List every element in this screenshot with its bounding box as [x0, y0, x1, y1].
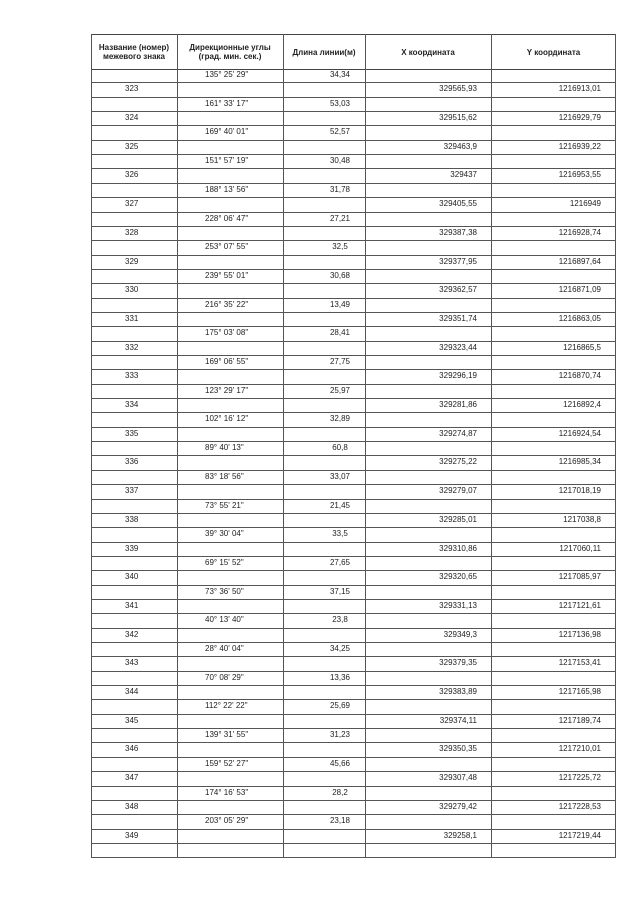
direction-angle: 70° 08' 29": [205, 672, 244, 682]
x-coordinate: 329405,55: [439, 199, 477, 209]
y-coordinate: 1216865,5: [563, 342, 601, 352]
row-divider: [91, 226, 616, 227]
y-coordinate: 1216939,22: [558, 141, 601, 151]
line-length: 28,41: [329, 328, 351, 338]
x-coordinate: 329437: [450, 170, 477, 180]
row-divider: [91, 240, 616, 241]
row-divider: [91, 326, 616, 327]
point-name: 336: [125, 457, 139, 467]
y-coordinate: 1216863,05: [558, 313, 601, 323]
point-name: 335: [125, 428, 139, 438]
point-name: 341: [125, 600, 139, 610]
column-divider: [283, 34, 284, 857]
row-divider: [91, 82, 616, 83]
row-divider: [91, 671, 616, 672]
x-coordinate: 329515,62: [439, 113, 477, 123]
row-divider: [91, 154, 616, 155]
row-divider: [91, 628, 616, 629]
y-coordinate: 1217189,74: [558, 715, 601, 725]
x-coordinate: 329351,74: [439, 313, 477, 323]
row-divider: [91, 527, 616, 528]
y-coordinate: 1216897,64: [558, 256, 601, 266]
row-divider: [91, 728, 616, 729]
point-name: 344: [125, 687, 139, 697]
row-divider: [91, 714, 616, 715]
point-name: 325: [125, 141, 139, 151]
direction-angle: 83° 18' 56": [205, 471, 244, 481]
line-length: 52,57: [329, 127, 351, 137]
row-divider: [91, 183, 616, 184]
point-name: 345: [125, 715, 139, 725]
header-length: Длина линии(м): [292, 47, 356, 57]
row-divider: [91, 829, 616, 830]
x-coordinate: 329285,01: [439, 514, 477, 524]
y-coordinate: 1217165,98: [558, 687, 601, 697]
y-coordinate: 1216871,09: [558, 285, 601, 295]
header-name: Название (номер) межевого знака: [98, 43, 170, 61]
line-length: 30,68: [329, 270, 351, 280]
row-divider: [91, 125, 616, 126]
point-name: 333: [125, 371, 139, 381]
row-divider: [91, 441, 616, 442]
row-divider: [91, 542, 616, 543]
direction-angle: 169° 40' 01": [205, 127, 249, 137]
point-name: 346: [125, 744, 139, 754]
row-divider: [91, 857, 616, 858]
direction-angle: 73° 55' 21": [205, 500, 244, 510]
y-coordinate: 1217153,41: [558, 658, 601, 668]
x-coordinate: 329323,44: [439, 342, 477, 352]
row-divider: [91, 412, 616, 413]
x-coordinate: 329296,19: [439, 371, 477, 381]
y-coordinate: 1216929,79: [558, 113, 601, 123]
row-divider: [91, 484, 616, 485]
row-divider: [91, 298, 616, 299]
direction-angle: 135° 25' 29": [205, 70, 249, 79]
row-divider: [91, 757, 616, 758]
y-coordinate: 1217038,8: [563, 514, 601, 524]
x-coordinate: 329279,07: [439, 486, 477, 496]
point-name: 334: [125, 400, 139, 410]
x-coordinate: 329310,86: [439, 543, 477, 553]
direction-angle: 161° 33' 17": [205, 98, 249, 108]
y-coordinate: 1217210,01: [558, 744, 601, 754]
line-length: 21,45: [329, 500, 351, 510]
row-divider: [91, 513, 616, 514]
y-coordinate: 1217136,98: [558, 629, 601, 639]
direction-angle: 89° 40' 13": [205, 443, 244, 453]
row-divider: [91, 814, 616, 815]
row-divider: [91, 570, 616, 571]
row-divider: [91, 369, 616, 370]
row-divider: [91, 642, 616, 643]
y-coordinate: 1216870,74: [558, 371, 601, 381]
point-name: 331: [125, 313, 139, 323]
row-divider: [91, 384, 616, 385]
row-divider: [91, 585, 616, 586]
point-name: 349: [125, 830, 139, 840]
x-coordinate: 329275,22: [439, 457, 477, 467]
y-coordinate: 1216949: [569, 199, 601, 209]
direction-angle: 203° 05' 29": [205, 816, 249, 826]
line-length: 53,03: [329, 98, 351, 108]
x-coordinate: 329258,1: [443, 830, 477, 840]
x-coordinate: 329565,93: [439, 84, 477, 94]
point-name: 326: [125, 170, 139, 180]
line-length: 13,36: [329, 672, 351, 682]
row-divider: [91, 455, 616, 456]
line-length: 25,97: [329, 385, 351, 395]
row-divider: [91, 470, 616, 471]
row-divider: [91, 613, 616, 614]
point-name: 342: [125, 629, 139, 639]
column-divider: [177, 34, 178, 857]
row-divider: [91, 168, 616, 169]
row-divider: [91, 255, 616, 256]
row-divider: [91, 427, 616, 428]
y-coordinate: 1216928,74: [558, 227, 601, 237]
x-coordinate: 329383,89: [439, 687, 477, 697]
line-length: 32,5: [332, 242, 348, 252]
y-coordinate: 1217060,11: [559, 543, 601, 553]
x-coordinate: 329463,9: [443, 141, 477, 151]
line-length: 28,2: [332, 787, 348, 797]
line-length: 27,65: [329, 557, 351, 567]
line-length: 30,48: [329, 156, 351, 166]
row-divider: [91, 341, 616, 342]
point-name: 324: [125, 113, 139, 123]
line-length: 33,07: [329, 471, 351, 481]
x-coordinate: 329320,65: [439, 572, 477, 582]
point-name: 338: [125, 514, 139, 524]
point-name: 332: [125, 342, 139, 352]
line-length: 31,23: [329, 730, 351, 740]
direction-angle: 102° 16' 12": [205, 414, 249, 424]
x-coordinate: 329307,48: [439, 773, 477, 783]
row-divider: [91, 355, 616, 356]
y-coordinate: 1217228,53: [558, 801, 601, 811]
y-coordinate: 1216913,01: [558, 84, 601, 94]
y-coordinate: 1217085,97: [558, 572, 601, 582]
point-name: 329: [125, 256, 139, 266]
line-length: 27,75: [329, 357, 351, 366]
direction-angle: 39° 30' 04": [205, 529, 244, 539]
direction-angle: 40° 13' 40": [205, 615, 244, 625]
x-coordinate: 329350,35: [439, 744, 477, 754]
point-name: 348: [125, 801, 139, 811]
point-name: 330: [125, 285, 139, 295]
point-name: 327: [125, 199, 139, 209]
column-divider: [91, 34, 92, 857]
direction-angle: 123° 29' 17": [205, 385, 249, 395]
direction-angle: 151° 57' 19": [205, 156, 249, 166]
direction-angle: 73° 36' 50": [205, 586, 244, 596]
row-divider: [91, 97, 616, 98]
row-divider: [91, 269, 616, 270]
direction-angle: 174° 16' 53": [205, 787, 249, 797]
direction-angle: 69° 15' 52": [205, 557, 244, 567]
row-divider: [91, 212, 616, 213]
direction-angle: 228° 06' 47": [205, 213, 249, 223]
x-coordinate: 329281,86: [439, 400, 477, 410]
direction-angle: 159° 52' 27": [205, 758, 249, 768]
line-length: 13,49: [329, 299, 351, 309]
line-length: 31,78: [329, 184, 351, 194]
line-length: 60,8: [332, 443, 348, 453]
line-length: 23,18: [329, 816, 351, 826]
header-angle: Дирекционные углы (град. мин. сек.): [189, 43, 271, 61]
direction-angle: 139° 31' 55": [205, 730, 249, 740]
column-divider: [615, 34, 616, 857]
line-length: 45,66: [329, 758, 351, 768]
line-length: 37,15: [329, 586, 351, 596]
direction-angle: 216° 35' 22": [205, 299, 249, 309]
row-divider: [91, 843, 616, 844]
y-coordinate: 1216924,54: [558, 428, 601, 438]
row-divider: [91, 312, 616, 313]
point-name: 328: [125, 227, 139, 237]
row-divider: [91, 742, 616, 743]
y-coordinate: 1216953,55: [558, 170, 601, 180]
row-divider: [91, 556, 616, 557]
row-divider: [91, 656, 616, 657]
direction-angle: 28° 40' 04": [205, 644, 244, 653]
direction-angle: 112° 22' 22": [205, 701, 248, 711]
column-divider: [491, 34, 492, 857]
direction-angle: 253° 07' 55": [205, 242, 249, 252]
row-divider: [91, 599, 616, 600]
row-divider: [91, 800, 616, 801]
row-divider: [91, 685, 616, 686]
row-divider: [91, 140, 616, 141]
column-divider: [365, 34, 366, 857]
x-coordinate: 329349,3: [443, 629, 477, 639]
line-length: 27,21: [329, 213, 351, 223]
line-length: 23,8: [332, 615, 348, 625]
line-length: 33,5: [332, 529, 348, 539]
point-name: 347: [125, 773, 139, 783]
y-coordinate: 1217219,44: [558, 830, 601, 840]
y-coordinate: 1217018,19: [558, 486, 601, 496]
direction-angle: 169° 06' 55": [205, 357, 249, 366]
y-coordinate: 1217121,61: [558, 600, 601, 610]
header-y: Y координата: [526, 47, 581, 57]
row-divider: [91, 786, 616, 787]
x-coordinate: 329362,57: [439, 285, 477, 295]
point-name: 343: [125, 658, 139, 668]
row-divider: [91, 499, 616, 500]
row-divider: [91, 771, 616, 772]
row-divider: [91, 111, 616, 112]
line-length: 25,69: [329, 701, 351, 711]
y-coordinate: 1217225,72: [558, 773, 601, 783]
row-divider: [91, 699, 616, 700]
x-coordinate: 329331,13: [439, 600, 477, 610]
direction-angle: 188° 13' 56": [205, 184, 249, 194]
x-coordinate: 329377,95: [439, 256, 477, 266]
table-header: [91, 34, 616, 70]
x-coordinate: 329379,35: [439, 658, 477, 668]
y-coordinate: 1216985,34: [558, 457, 601, 467]
row-divider: [91, 398, 616, 399]
line-length: 34,25: [329, 644, 351, 653]
x-coordinate: 329279,42: [439, 801, 477, 811]
x-coordinate: 329274,87: [439, 428, 477, 438]
y-coordinate: 1216892,4: [563, 400, 601, 410]
x-coordinate: 329387,38: [439, 227, 477, 237]
direction-angle: 239° 55' 01": [205, 270, 249, 280]
point-name: 323: [125, 84, 139, 94]
header-x: X координата: [401, 47, 455, 57]
line-length: 32,89: [329, 414, 351, 424]
x-coordinate: 329374,11: [439, 715, 477, 725]
row-divider: [91, 283, 616, 284]
point-name: 337: [125, 486, 139, 496]
line-length: 34,34: [329, 70, 351, 79]
point-name: 340: [125, 572, 139, 582]
direction-angle: 175° 03' 08": [205, 328, 249, 338]
row-divider: [91, 197, 616, 198]
point-name: 339: [125, 543, 139, 553]
